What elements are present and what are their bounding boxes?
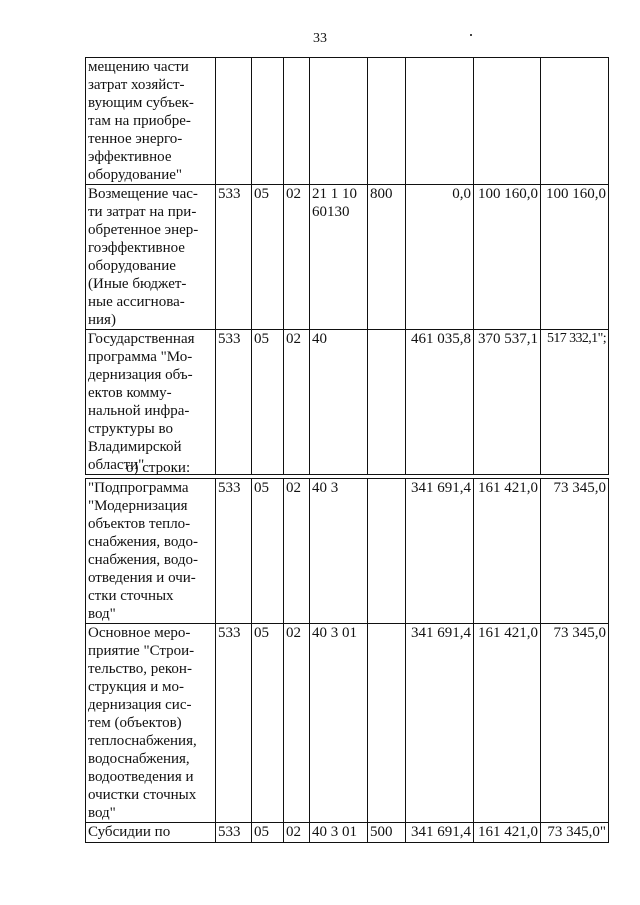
expense-type-code [368,330,406,475]
row-name: мещению части затрат хозяйст- вующим субъек- там на приобре- тенное энерго- эффективное оборудование" [86,58,216,185]
target-code: 40 3 [310,479,368,624]
page-number: 33 [313,31,327,46]
row-name: Государственная программа "Мо- дернизация объ- ектов комму- нальной инфра- структуры во Владимирской области" [86,330,216,475]
section-code: 05 [252,185,284,330]
expense-type-code [368,58,406,185]
admin-code: 533 [216,823,252,843]
value-year-3: 73 345,0" [541,823,609,843]
value-year-3: 73 345,0 [541,624,609,823]
value-year-1: 0,0 [406,185,474,330]
admin-code: 533 [216,479,252,624]
row-name: Основное меро- приятие "Строи- тельство, рекон- струкция и мо- дернизация сис- тем (объектов) теплоснабжения, водоснабжения, водоотведения и очистки сточных вод" [86,624,216,823]
value-year-2: 100 160,0 [474,185,541,330]
value-year-2: 161 421,0 [474,479,541,624]
subsection-code: 02 [284,330,310,475]
section-code: 05 [252,823,284,843]
value-year-1: 341 691,4 [406,624,474,823]
value-year-1 [406,58,474,185]
row-name: Возмещение час- ти затрат на при- обретенное энер- гоэффективное оборудование (Иные бюджет- ные ассигнова- ния) [86,185,216,330]
target-code: 40 3 01 [310,823,368,843]
section-code: 05 [252,479,284,624]
scan-speck [470,34,472,36]
value-year-2: 161 421,0 [474,823,541,843]
section-code [252,58,284,185]
target-code: 40 [310,330,368,475]
table-row [86,58,609,185]
target-code: 40 3 01 [310,624,368,823]
table-row [86,823,609,843]
admin-code [216,58,252,185]
target-code [310,58,368,185]
expense-type-code [368,624,406,823]
admin-code: 533 [216,624,252,823]
value-year-2: 161 421,0 [474,624,541,823]
value-year-1: 461 035,8 [406,330,474,475]
budget-table-top [85,57,609,475]
expense-type-code [368,479,406,624]
value-year-3 [541,58,609,185]
admin-code: 533 [216,330,252,475]
subsection-code: 02 [284,624,310,823]
section-code: 05 [252,330,284,475]
table-row [86,624,609,823]
value-year-3: 73 345,0 [541,479,609,624]
table-row [86,330,609,475]
budget-table-bottom [85,478,609,843]
value-year-1: 341 691,4 [406,823,474,843]
subsection-code: 02 [284,823,310,843]
subsection-code: 02 [284,479,310,624]
subsection-code: 02 [284,185,310,330]
subsection-code [284,58,310,185]
expense-type-code: 500 [368,823,406,843]
value-year-2: 370 537,1 [474,330,541,475]
section-code: 05 [252,624,284,823]
table-row [86,479,609,624]
value-year-1: 341 691,4 [406,479,474,624]
admin-code: 533 [216,185,252,330]
row-name: "Подпрограмма "Модернизация объектов тепло- снабжения, водо- снабжения, водо- отведения и очи- стки сточных вод" [86,479,216,624]
row-name: Субсидии по [86,823,216,843]
table-row [86,185,609,330]
expense-type-code: 800 [368,185,406,330]
value-year-2 [474,58,541,185]
value-year-3: 100 160,0 [541,185,609,330]
target-code: 21 1 10 60130 [310,185,368,330]
value-year-3: 517 332,1"; [541,330,609,475]
section-label: о) строки: [126,460,191,476]
